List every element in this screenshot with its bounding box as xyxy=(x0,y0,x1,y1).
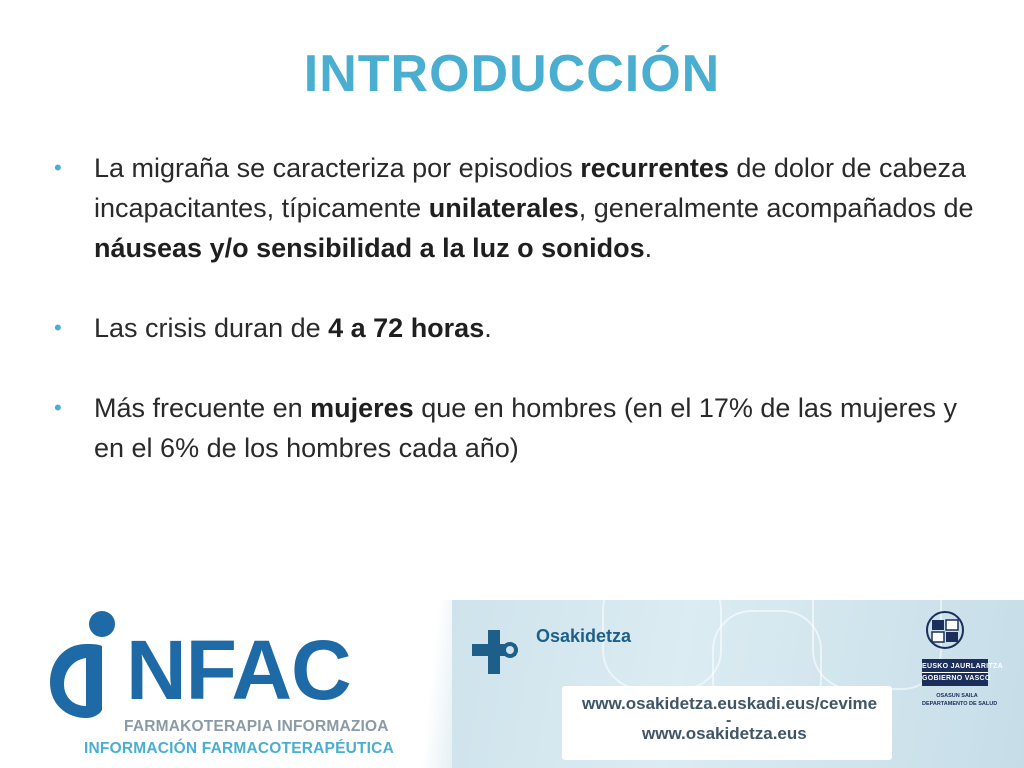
osakidetza-banner xyxy=(452,600,1024,768)
bullet-icon: • xyxy=(54,395,62,420)
infac-subtitle-es: INFORMACIÓN FARMACOTERAPÉUTICA xyxy=(84,740,394,757)
url-cevime-link[interactable]: www.osakidetza.euskadi.eus/cevime xyxy=(582,694,878,713)
infac-logo xyxy=(40,600,400,768)
bullet-item xyxy=(52,388,992,468)
url-separator: - xyxy=(726,712,732,729)
coat-of-arms-icon xyxy=(922,610,968,650)
bullet-segment: , generalmente acompañados de xyxy=(578,193,974,223)
bullet-segment: Las crisis duran de xyxy=(94,313,329,343)
bullet-emphasis: recurrentes xyxy=(580,153,729,183)
gobierno-line-eu: EUSKO JAURLARITZA xyxy=(922,663,1003,670)
osakidetza-logo-icon xyxy=(470,626,522,678)
slide-title: INTRODUCCIÓN xyxy=(303,45,721,103)
bullet-icon: • xyxy=(54,315,62,340)
bullet-segment: . xyxy=(484,313,492,343)
infac-subtitle-eu: FARMAKOTERAPIA INFORMAZIOA xyxy=(124,718,389,735)
osakidetza-name: Osakidetza xyxy=(536,626,632,646)
gobierno-line-es: GOBIERNO VASCO xyxy=(922,672,988,684)
bullet-emphasis: unilaterales xyxy=(428,193,579,223)
bullet-segment: de dolor de cabeza incapacitantes, típicamente xyxy=(94,153,967,223)
bullet-segment: . xyxy=(644,233,653,263)
bullet-emphasis: 4 a 72 horas xyxy=(328,313,485,343)
bullet-segment: que en hombres (en el 17% de las mujeres y en el 6% de los hombres cada año) xyxy=(94,393,957,463)
bullet-text xyxy=(94,153,974,263)
bullet-segment: Más frecuente en xyxy=(94,393,311,423)
bullet-emphasis: náuseas y/o sensibilidad a la luz o sonidos xyxy=(94,233,645,263)
bullet-segment: La migraña se caracteriza por episodios xyxy=(94,153,581,183)
gobierno-dept-es: DEPARTAMENTO DE SALUD xyxy=(922,701,998,707)
bullet-list xyxy=(52,148,992,508)
gobierno-dept-eu: OSASUN SAILA xyxy=(936,693,978,699)
bullet-emphasis: mujeres xyxy=(310,393,414,423)
gobierno-vasco-logo xyxy=(922,610,1003,708)
infac-logo-text: NFAC xyxy=(126,623,351,717)
bullet-icon: • xyxy=(54,155,62,180)
bullet-item xyxy=(52,308,992,348)
url-osakidetza-link[interactable]: www.osakidetza.eus xyxy=(642,724,807,743)
bullet-text xyxy=(94,313,492,343)
gobierno-label-box xyxy=(922,659,1003,686)
infac-i-icon xyxy=(46,610,124,720)
bullet-item xyxy=(52,148,992,268)
bullet-text xyxy=(94,393,957,463)
